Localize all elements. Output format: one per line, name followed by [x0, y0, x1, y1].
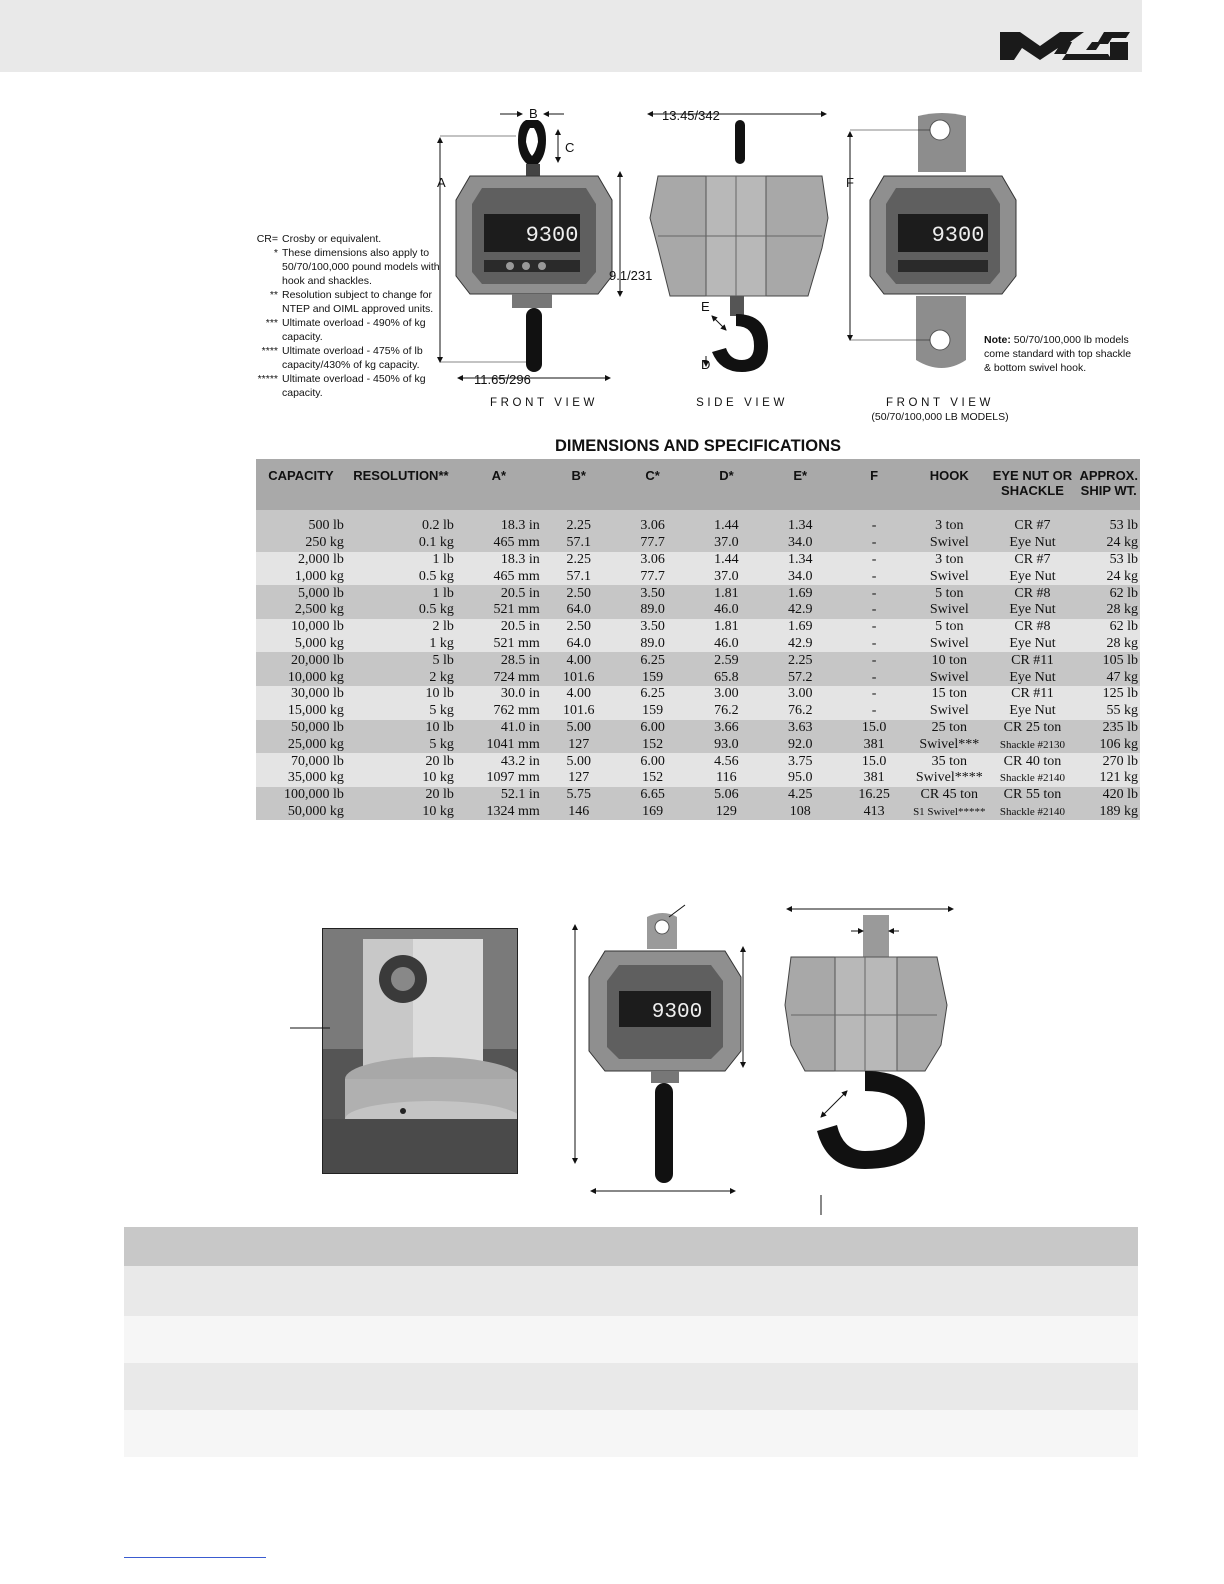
col-header: D* — [690, 459, 764, 510]
table-cell: 20,000 lb — [256, 652, 346, 669]
table-cell: 235 lb — [1077, 720, 1140, 737]
table-cell: 159 — [616, 669, 690, 686]
stripe-header — [124, 1227, 1138, 1266]
table-cell: 55 kg — [1077, 703, 1140, 720]
table-cell: - — [837, 686, 911, 703]
col-header: C* — [616, 459, 690, 510]
table-cell: 70,000 lb — [256, 753, 346, 770]
table-cell: 420 lb — [1077, 787, 1140, 804]
table-cell: 250 kg — [256, 535, 346, 552]
col-header: E* — [763, 459, 837, 510]
table-cell: 41.0 in — [456, 720, 542, 737]
dim-label-a: A — [437, 175, 446, 190]
table-cell: 93.0 — [690, 736, 764, 753]
table-cell: Swivel — [911, 636, 987, 653]
table-cell: 28 kg — [1077, 636, 1140, 653]
table-cell: 4.00 — [542, 686, 616, 703]
table-cell: 57.1 — [542, 568, 616, 585]
table-cell: 5.06 — [690, 787, 764, 804]
table-cell: 125 lb — [1077, 686, 1140, 703]
col-header: B* — [542, 459, 616, 510]
dim-label-side-width: 13.45/342 — [662, 108, 720, 123]
table-title: DIMENSIONS AND SPECIFICATIONS — [554, 437, 842, 455]
table-cell: 3 ton — [911, 552, 987, 569]
table-cell: 413 — [837, 804, 911, 821]
table-cell: 169 — [616, 804, 690, 821]
table-cell: 1.81 — [690, 585, 764, 602]
table-cell: 1 kg — [346, 636, 456, 653]
table-cell: 129 — [690, 804, 764, 821]
table-cell: 1.69 — [763, 619, 837, 636]
table-cell: 15.0 — [837, 720, 911, 737]
table-cell: 1.44 — [690, 552, 764, 569]
table-cell: 0.5 kg — [346, 568, 456, 585]
table-cell: 5.00 — [542, 720, 616, 737]
footnote: * These dimensions also apply to 50/70/100,000 pound models with hook and shackles. — [273, 247, 440, 287]
table-row — [256, 770, 1140, 787]
table-cell: 2.25 — [542, 552, 616, 569]
dim-label-d: D — [701, 357, 711, 372]
table-cell: Swivel**** — [911, 770, 987, 787]
table-cell: 381 — [837, 736, 911, 753]
table-cell: 3.06 — [616, 552, 690, 569]
table-cell: 42.9 — [763, 602, 837, 619]
table-header-row — [256, 459, 1140, 510]
table-cell: - — [837, 652, 911, 669]
table-cell: 20.5 in — [456, 619, 542, 636]
table-cell: 28.5 in — [456, 652, 542, 669]
table-cell: 18.3 in — [456, 552, 542, 569]
table-cell: 3.06 — [616, 518, 690, 535]
header-band — [0, 0, 1142, 72]
table-cell: 52.1 in — [456, 787, 542, 804]
table-cell: 381 — [837, 770, 911, 787]
table-cell: 108 — [763, 804, 837, 821]
lower-drawings — [565, 895, 965, 1215]
table-cell: 35 ton — [911, 753, 987, 770]
footnotes — [246, 232, 446, 400]
table-cell: 20 lb — [346, 753, 456, 770]
table-cell: 37.0 — [690, 535, 764, 552]
table-cell: Swivel — [911, 669, 987, 686]
table-cell: 77.7 — [616, 535, 690, 552]
table-cell: 62 lb — [1077, 619, 1140, 636]
table-cell: 65.8 — [690, 669, 764, 686]
table-cell: 53 lb — [1077, 552, 1140, 569]
msi-logo — [1000, 28, 1130, 64]
table-cell: 89.0 — [616, 636, 690, 653]
display-readout: 9300 — [651, 1001, 703, 1024]
table-cell: 5 kg — [346, 736, 456, 753]
table-cell: 76.2 — [690, 703, 764, 720]
table-cell: CR 45 ton — [911, 787, 987, 804]
table-cell: 3.50 — [616, 619, 690, 636]
table-cell: 0.1 kg — [346, 535, 456, 552]
dim-label-height: 9.1/231 — [609, 268, 653, 283]
lower-side-drawing — [785, 909, 953, 1215]
table-cell: 18.3 in — [456, 518, 542, 535]
dim-label-width: 11.65/296 — [474, 372, 531, 387]
table-cell: Eye Nut — [988, 703, 1078, 720]
table-row — [256, 686, 1140, 703]
table-cell: Swivel — [911, 602, 987, 619]
table-cell: 3.66 — [690, 720, 764, 737]
table-cell: Eye Nut — [988, 535, 1078, 552]
table-cell: - — [837, 602, 911, 619]
table-cell: 116 — [690, 770, 764, 787]
stripe-row — [124, 1410, 1138, 1457]
table-cell: 53 lb — [1077, 518, 1140, 535]
table-row — [256, 703, 1140, 720]
table-cell: 30.0 in — [456, 686, 542, 703]
table-cell: 121 kg — [1077, 770, 1140, 787]
table-cell: 20 lb — [346, 787, 456, 804]
table-cell: Swivel*** — [911, 736, 987, 753]
table-cell: 24 kg — [1077, 535, 1140, 552]
table-cell: 4.00 — [542, 652, 616, 669]
dim-label-b: B — [529, 106, 538, 121]
table-cell: 24 kg — [1077, 568, 1140, 585]
table-cell: 3.50 — [616, 585, 690, 602]
table-cell: 57.1 — [542, 535, 616, 552]
table-cell: 152 — [616, 770, 690, 787]
table-cell: - — [837, 619, 911, 636]
table-cell: 159 — [616, 703, 690, 720]
table-cell: 0.5 kg — [346, 602, 456, 619]
table-cell: CR #7 — [988, 552, 1078, 569]
note-label: Note: — [984, 334, 1011, 346]
specs-table — [256, 459, 1140, 820]
table-cell: 46.0 — [690, 636, 764, 653]
table-cell: - — [837, 535, 911, 552]
table-row — [256, 804, 1140, 821]
display-readout: 9300 — [931, 223, 985, 248]
table-cell: 2.25 — [763, 652, 837, 669]
table-cell: 57.2 — [763, 669, 837, 686]
table-cell: 6.25 — [616, 652, 690, 669]
mounting-photo-illustration — [323, 929, 517, 1173]
table-cell: 101.6 — [542, 669, 616, 686]
dim-label-c: C — [565, 140, 575, 155]
leader-line — [290, 1020, 330, 1040]
table-cell: Shackle #2140 — [988, 804, 1078, 821]
side-view-label: SIDE VIEW — [696, 397, 788, 409]
table-cell: 10 kg — [346, 804, 456, 821]
table-row — [256, 669, 1140, 686]
table-cell: CR #8 — [988, 619, 1078, 636]
table-row — [256, 518, 1140, 535]
table-cell: 1.81 — [690, 619, 764, 636]
table-cell: CR #11 — [988, 686, 1078, 703]
table-cell: 5 lb — [346, 652, 456, 669]
footnote: **** Ultimate overload - 475% of lb capacity/430% of kg capacity. — [261, 345, 423, 371]
table-cell: 46.0 — [690, 602, 764, 619]
table-cell: 5 ton — [911, 585, 987, 602]
table-row — [256, 585, 1140, 602]
table-cell: 2 kg — [346, 669, 456, 686]
table-cell: Eye Nut — [988, 602, 1078, 619]
table-cell: 2.50 — [542, 585, 616, 602]
lower-front-drawing — [575, 905, 743, 1191]
table-cell: CR 55 ton — [988, 787, 1078, 804]
footnote: ** Resolution subject to change for NTEP and OIML approved units. — [269, 289, 434, 315]
table-row — [256, 720, 1140, 737]
table-cell: 34.0 — [763, 535, 837, 552]
display-readout: 9300 — [525, 223, 579, 248]
table-cell: Swivel — [911, 703, 987, 720]
stripe-row — [124, 1363, 1138, 1410]
table-cell: 64.0 — [542, 602, 616, 619]
footer-link-line — [124, 1557, 266, 1558]
table-cell: 10 ton — [911, 652, 987, 669]
table-cell: 5 kg — [346, 703, 456, 720]
table-cell: 0.2 lb — [346, 518, 456, 535]
table-cell: 465 mm — [456, 568, 542, 585]
table-cell: 1041 mm — [456, 736, 542, 753]
table-cell: 1.44 — [690, 518, 764, 535]
table-cell: 2.25 — [542, 518, 616, 535]
table-cell: 2,500 kg — [256, 602, 346, 619]
table-cell: 4.25 — [763, 787, 837, 804]
table-cell: 43.2 in — [456, 753, 542, 770]
col-header: EYE NUT OR SHACKLE — [988, 459, 1078, 510]
table-cell: 1097 mm — [456, 770, 542, 787]
table-cell: - — [837, 703, 911, 720]
footnote: CR= Crosby or equivalent. — [256, 233, 382, 245]
table-cell: 146 — [542, 804, 616, 821]
table-cell: CR 25 ton — [988, 720, 1078, 737]
table-cell: 15.0 — [837, 753, 911, 770]
col-header: F — [837, 459, 911, 510]
table-cell: 15,000 kg — [256, 703, 346, 720]
table-row — [256, 753, 1140, 770]
table-row — [256, 619, 1140, 636]
table-cell: 100,000 lb — [256, 787, 346, 804]
table-cell: 3.75 — [763, 753, 837, 770]
table-cell: 5,000 lb — [256, 585, 346, 602]
table-cell: 6.65 — [616, 787, 690, 804]
table-cell: 2.50 — [542, 619, 616, 636]
table-cell: Shackle #2130 — [988, 736, 1078, 753]
table-cell: 35,000 kg — [256, 770, 346, 787]
table-cell: 10 lb — [346, 686, 456, 703]
mounting-photo — [322, 928, 518, 1174]
table-cell: 1.34 — [763, 518, 837, 535]
table-cell: 5,000 kg — [256, 636, 346, 653]
table-cell: 6.00 — [616, 720, 690, 737]
table-cell: 106 kg — [1077, 736, 1140, 753]
table-cell: Eye Nut — [988, 568, 1078, 585]
table-row — [256, 736, 1140, 753]
table-cell: 500 lb — [256, 518, 346, 535]
col-header: RESOLUTION** — [346, 459, 456, 510]
table-cell: 76.2 — [763, 703, 837, 720]
table-cell: 127 — [542, 736, 616, 753]
table-cell: 25,000 kg — [256, 736, 346, 753]
table-cell: S1 Swivel***** — [911, 804, 987, 821]
table-cell: 34.0 — [763, 568, 837, 585]
table-row — [256, 636, 1140, 653]
table-cell: - — [837, 669, 911, 686]
table-cell: 30,000 lb — [256, 686, 346, 703]
table-cell: 5.75 — [542, 787, 616, 804]
front-view-models-sublabel: (50/70/100,000 LB MODELS) — [871, 411, 1009, 423]
table-cell: 37.0 — [690, 568, 764, 585]
table-cell: 152 — [616, 736, 690, 753]
models-note — [984, 333, 1134, 375]
table-cell: 2,000 lb — [256, 552, 346, 569]
table-cell: 1 lb — [346, 585, 456, 602]
table-cell: 101.6 — [542, 703, 616, 720]
table-cell: 724 mm — [456, 669, 542, 686]
footnote: ***** Ultimate overload - 450% of kg capacity. — [257, 373, 426, 399]
table-cell: 3 ton — [911, 518, 987, 535]
table-cell: - — [837, 585, 911, 602]
col-header: HOOK — [911, 459, 987, 510]
table-cell: 1 lb — [346, 552, 456, 569]
stripe-row — [124, 1266, 1138, 1316]
table-cell: 62 lb — [1077, 585, 1140, 602]
table-cell: 89.0 — [616, 602, 690, 619]
dim-label-f: F — [846, 175, 854, 190]
col-header: A* — [456, 459, 542, 510]
table-cell: 270 lb — [1077, 753, 1140, 770]
table-cell: 521 mm — [456, 636, 542, 653]
table-row — [256, 535, 1140, 552]
table-cell: 4.56 — [690, 753, 764, 770]
table-cell: 189 kg — [1077, 804, 1140, 821]
table-cell: 10,000 kg — [256, 669, 346, 686]
table-cell: 64.0 — [542, 636, 616, 653]
table-cell: - — [837, 568, 911, 585]
table-cell: 105 lb — [1077, 652, 1140, 669]
table-cell: 3.63 — [763, 720, 837, 737]
table-cell: 1324 mm — [456, 804, 542, 821]
front-view-models-drawing — [850, 113, 1016, 368]
table-cell: 6.00 — [616, 753, 690, 770]
table-cell: Swivel — [911, 568, 987, 585]
table-cell: 1,000 kg — [256, 568, 346, 585]
footnote: *** Ultimate overload - 490% of kg capacity. — [265, 317, 426, 343]
table-row — [256, 787, 1140, 804]
table-cell: 10 kg — [346, 770, 456, 787]
table-cell: Eye Nut — [988, 669, 1078, 686]
table-cell: CR #7 — [988, 518, 1078, 535]
table-cell: 521 mm — [456, 602, 542, 619]
table-cell: 25 ton — [911, 720, 987, 737]
table-cell: 92.0 — [763, 736, 837, 753]
table-cell: Shackle #2140 — [988, 770, 1078, 787]
side-view-drawing — [648, 114, 828, 372]
table-cell: 5 ton — [911, 619, 987, 636]
table-cell: 5.00 — [542, 753, 616, 770]
table-cell: 47 kg — [1077, 669, 1140, 686]
table-cell: 465 mm — [456, 535, 542, 552]
table-cell: 10,000 lb — [256, 619, 346, 636]
table-cell: - — [837, 552, 911, 569]
table-cell: 6.25 — [616, 686, 690, 703]
table-cell: 50,000 kg — [256, 804, 346, 821]
table-cell: 2 lb — [346, 619, 456, 636]
table-row — [256, 568, 1140, 585]
table-cell: 77.7 — [616, 568, 690, 585]
table-cell: 2.59 — [690, 652, 764, 669]
table-cell: 3.00 — [763, 686, 837, 703]
table-cell: Eye Nut — [988, 636, 1078, 653]
table-cell: 28 kg — [1077, 602, 1140, 619]
table-cell: - — [837, 518, 911, 535]
table-cell: 16.25 — [837, 787, 911, 804]
table-cell: 10 lb — [346, 720, 456, 737]
col-header: APPROX. SHIP WT. — [1077, 459, 1140, 510]
table-cell: 20.5 in — [456, 585, 542, 602]
front-view-label: FRONT VIEW — [490, 397, 598, 409]
table-cell: 95.0 — [763, 770, 837, 787]
table-cell: CR #11 — [988, 652, 1078, 669]
table-cell: 1.34 — [763, 552, 837, 569]
table-row — [256, 552, 1140, 569]
table-cell: Swivel — [911, 535, 987, 552]
dim-label-e: E — [701, 299, 710, 314]
table-cell: CR 40 ton — [988, 753, 1078, 770]
front-view-drawing — [440, 114, 620, 378]
table-cell: 42.9 — [763, 636, 837, 653]
front-view-models-label: FRONT VIEW — [886, 397, 994, 409]
table-cell: 1.69 — [763, 585, 837, 602]
table-row — [256, 602, 1140, 619]
table-cell: 762 mm — [456, 703, 542, 720]
note-text: 50/70/100,000 lb models come standard with top shackle & bottom swivel hook. — [984, 334, 1132, 374]
table-cell: 127 — [542, 770, 616, 787]
table-row — [256, 652, 1140, 669]
stripe-row — [124, 1316, 1138, 1363]
table-cell: 3.00 — [690, 686, 764, 703]
col-header: CAPACITY — [256, 459, 346, 510]
table-cell: 15 ton — [911, 686, 987, 703]
table-cell: 50,000 lb — [256, 720, 346, 737]
table-cell: - — [837, 636, 911, 653]
table-cell: CR #8 — [988, 585, 1078, 602]
